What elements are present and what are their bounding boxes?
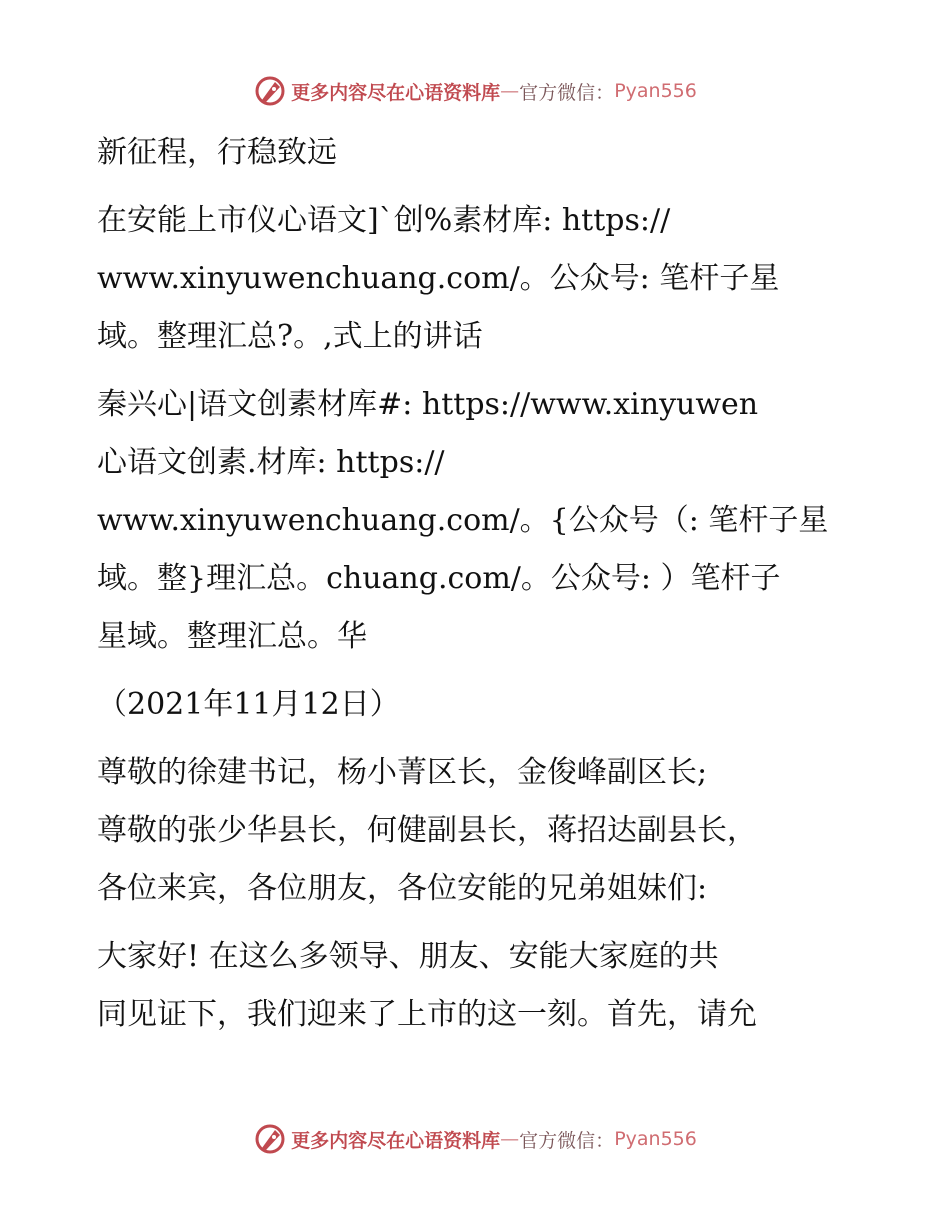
header-banner [0, 71, 950, 111]
doc-line: 在安能上市仪心语文]`创%素材库: https:// [97, 203, 671, 238]
doc-line: 域。整理汇总?。,式上的讲话 [97, 319, 483, 354]
doc-line: 大家好! 在这么多领导、朋友、安能大家庭的共 [97, 939, 719, 974]
footer-banner [0, 1119, 950, 1159]
doc-line: 尊敬的徐建书记，杨小菁区长，金俊峰副区长; [97, 755, 708, 790]
banner-separator: — [500, 1128, 520, 1150]
doc-line: 新征程，行稳致远 [97, 135, 337, 170]
doc-line: 同见证下，我们迎来了上市的这一刻。首先，请允 [97, 997, 757, 1032]
banner-wechat-label: 官方微信： [519, 81, 615, 104]
banner-highlight-text: 更多内容尽在心语资料库 [291, 1129, 501, 1152]
banner-wechat-id: Pyan556 [614, 80, 697, 102]
pen-nib-logo-icon [253, 1122, 287, 1156]
pen-nib-logo-icon [253, 74, 287, 108]
banner-wechat-id: Pyan556 [614, 1128, 697, 1150]
doc-line: www.xinyuwenchuang.com/。公众号: 笔杆子星 [97, 261, 780, 296]
doc-line: 尊敬的张少华县长，何健副县长，蒋招达副县长， [97, 813, 757, 848]
doc-line: www.xinyuwenchuang.com/。{公众号（: 笔杆子星 [97, 503, 829, 538]
doc-line: （2021年11月12日） [97, 687, 400, 722]
doc-line: 秦兴心|语文创素材库#: https://www.xinyuwen [97, 387, 759, 422]
doc-line: 域。整}理汇总。chuang.com/。公众号: ）笔杆子 [97, 561, 781, 596]
document-body [97, 124, 867, 1044]
banner-separator: — [500, 80, 520, 102]
banner-highlight-text: 更多内容尽在心语资料库 [291, 81, 501, 104]
banner-wechat-label: 官方微信： [519, 1129, 615, 1152]
doc-line: 心语文创素.材库: https:// [97, 445, 445, 480]
doc-line: 各位来宾，各位朋友，各位安能的兄弟姐妹们: [97, 871, 708, 906]
doc-line: 星域。整理汇总。华 [97, 619, 367, 654]
